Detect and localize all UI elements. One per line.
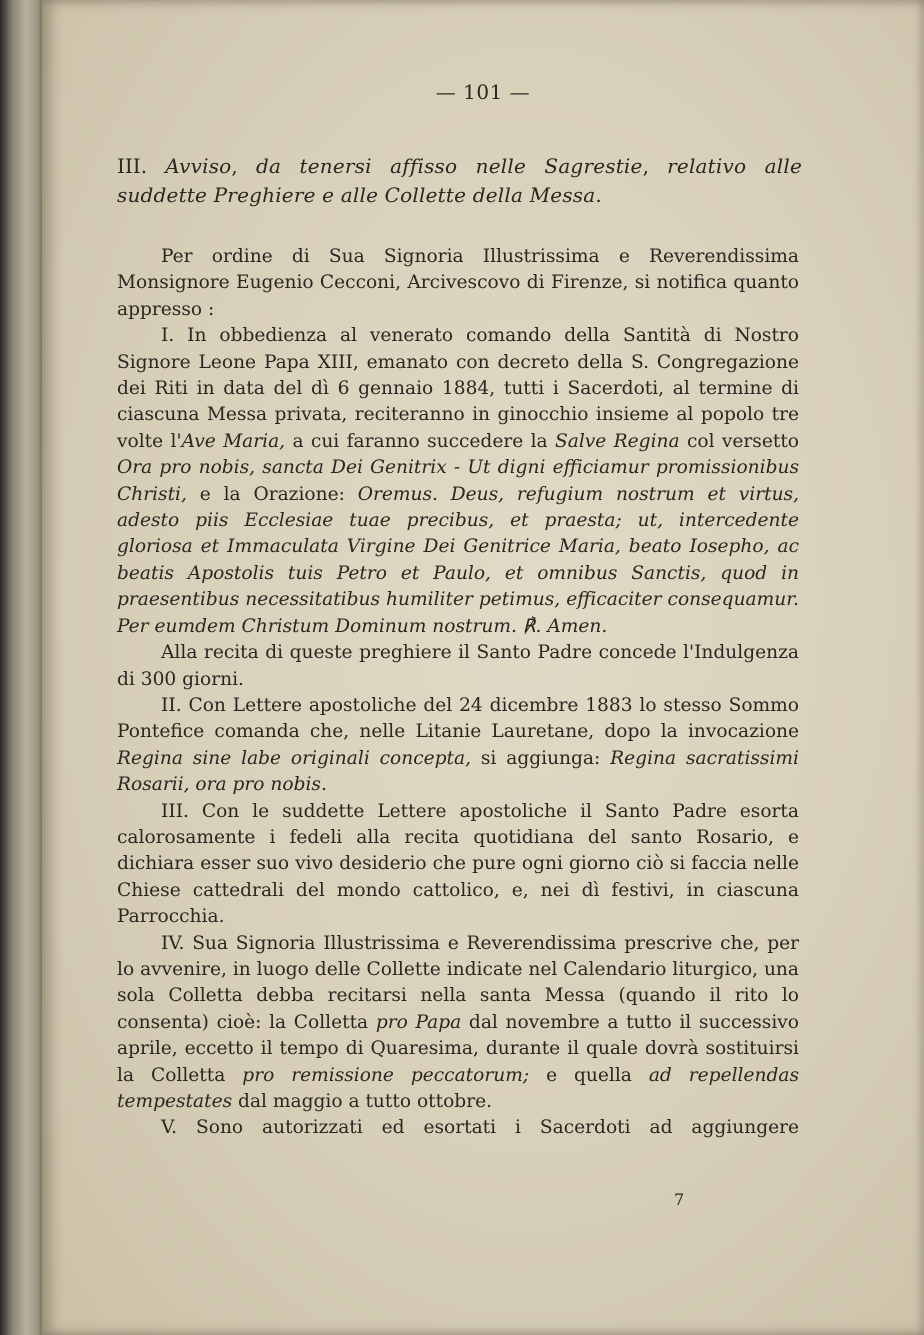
p1-a: I. In obbedienza al venerato comando della Santità di Nostro Signore Leone Papa XIII, emanato con decreto della S. Congregazione dei Riti in data del dì 6 gennaio 1884, tutti i Sacerdoti, al termine di ciascuna Messa privata, reciteranno in ginocchio insieme al popolo tre volte l'	[117, 325, 799, 452]
p5-e: e quella	[529, 1064, 649, 1086]
p5-b: pro Papa	[375, 1011, 462, 1033]
section-heading	[117, 152, 802, 210]
p1-h: Oremus. Deus, refugium nostrum et virtus, adesto piis Ecclesiae tuae precibus, et praesta; ut, intercedente gloriosa et Immaculata Virgine Dei Genitrice Maria, beato Iosepho, ac beatis Apostolis tuis Petro et Paulo, et omnibus Sanctis, quod in praesentibus necessitatibus humiliter petimus, efficaciter consequamur. Per eumdem Christum Dominum nostrum. ℟. Amen.	[117, 483, 800, 637]
p5-a: IV. Sua Signoria Illustrissima e Reverendissima prescrive che, per lo avvenire, in luogo delle Collette indicate nel Calendario liturgico, una sola Colletta debba recitarsi nella santa Messa (quando il rito lo consenta) cioè: la Colletta	[117, 932, 799, 1033]
p1-c: a cui faranno succedere la	[285, 430, 556, 452]
heading-roman: III.	[117, 154, 148, 178]
page-number: — 101 —	[435, 80, 531, 104]
p5-g: dal maggio a tutto ottobre.	[232, 1091, 492, 1112]
p1-e: col versetto	[679, 430, 799, 452]
p3-c: si aggiunga:	[471, 747, 611, 769]
p3-a: II. Con Lettere apostoliche del 24 dicembre 1883 lo stesso Sommo Pontefice comanda che, nelle Litanie Lauretane, dopo la invocazione	[117, 694, 799, 743]
body-text	[117, 244, 799, 1142]
book-page	[42, 0, 924, 1335]
p5-c: dal novembre a tutto il successivo aprile, eccetto il tempo di Quaresima, durante il quale dovrà sostituirsi la Colletta	[117, 1011, 799, 1086]
paragraph-3	[117, 693, 799, 799]
p1-b: Ave Maria,	[181, 430, 286, 452]
heading-part-1: Avviso	[165, 154, 232, 178]
p1-g: e la Orazione:	[186, 483, 358, 505]
p3-b: Regina sine labe originali concepta,	[117, 747, 472, 769]
p1-d: Salve Regina	[555, 430, 680, 452]
paragraph-2: Alla recita di queste preghiere il Santo Padre concede l'Indulgenza di 300 giorni.	[117, 642, 799, 690]
paragraph-1	[117, 323, 799, 640]
paragraph-6: V. Sono autorizzati ed esortati i Sacerdoti ad aggiungere	[161, 1117, 799, 1139]
p3-d: Regina sacratissimi Rosarii, ora pro nobis.	[117, 747, 799, 796]
p5-f: ad repellendas tempestates	[117, 1064, 799, 1112]
p1-f: Ora pro nobis, sancta Dei Genitrix - Ut digni efficiamur promissionibus Christi,	[117, 457, 799, 505]
paragraph-4: III. Con le suddette Lettere apostoliche il Santo Padre esorta calorosamente i fedeli alla recita quotidiana del santo Rosario, e dichiara esser suo vivo desiderio che pure ogni giorno ciò si faccia nelle Chiese cattedrali del mondo cattolico, e, nei dì festivi, in ciascuna Parrocchia.	[117, 800, 799, 928]
heading-part-2: ,	[231, 154, 256, 178]
p5-d: pro remissione peccatorum;	[242, 1064, 530, 1086]
book-spine	[0, 0, 44, 1335]
paragraph-5	[117, 931, 799, 1116]
intro-paragraph: Per ordine di Sua Signoria Illustrissima e Reverendissima Monsignore Eugenio Cecconi, Arcivescovo di Firenze, si notifica quanto appresso :	[117, 246, 799, 320]
heading-part-3: da tenersi affisso nelle Sagrestie	[256, 154, 643, 178]
heading-part-4: ,	[642, 154, 668, 178]
signature-mark: 7	[674, 1190, 685, 1209]
heading-part-5: relativo alle suddette Preghiere e alle Collette della Messa.	[117, 154, 803, 207]
